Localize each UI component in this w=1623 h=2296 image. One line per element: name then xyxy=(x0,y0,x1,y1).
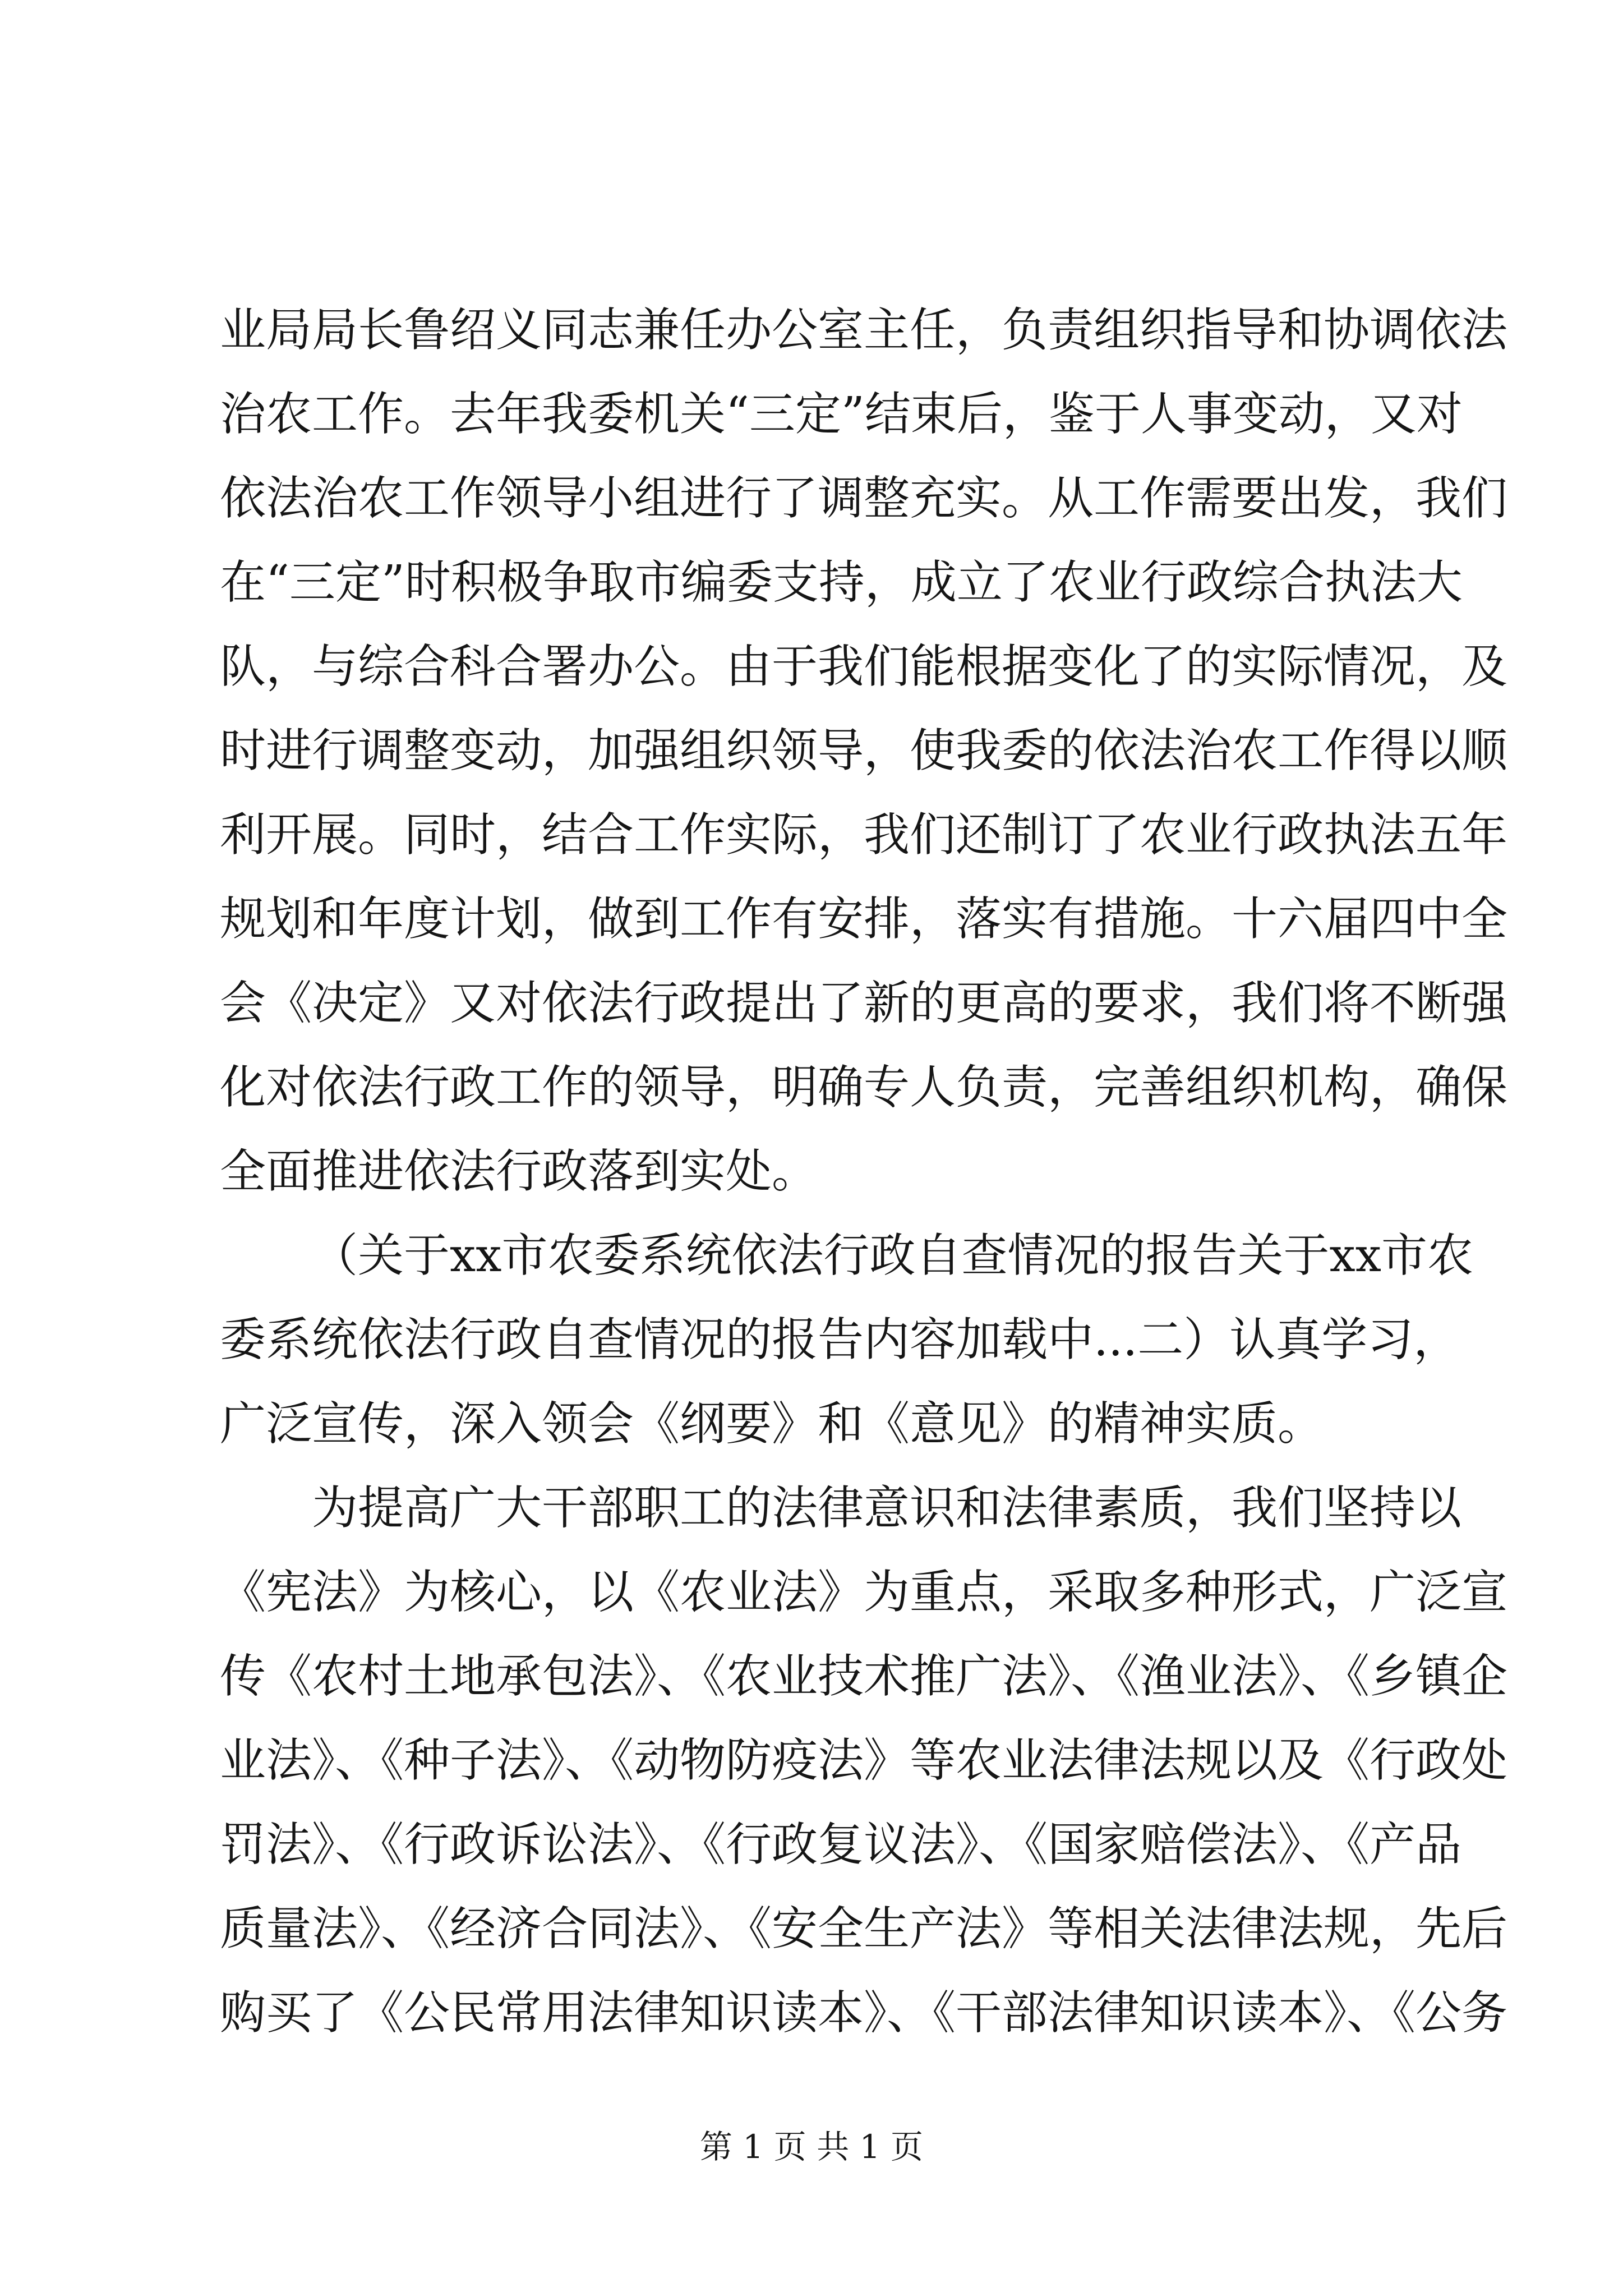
paragraph-2 xyxy=(220,1214,1473,1466)
text-line: 委系统依法行政自查情况的报告内容加载中...二）认真学习， xyxy=(220,1313,1460,1366)
text-line: 《宪法》为核心，以《农业法》为重点，采取多种形式，广泛宣 xyxy=(220,1566,1508,1619)
paragraph-3 xyxy=(220,1466,1508,2055)
text-line: 在“三定”时积极争取市编委支持，成立了农业行政综合执法大 xyxy=(220,556,1463,609)
text-line: 广泛宣传，深入领会《纲要》和《意见》的精神实质。 xyxy=(220,1397,1324,1451)
text-line: 治农工作。去年我委机关“三定”结束后，鉴于人事变动，又对 xyxy=(220,388,1463,441)
page-footer: 第 1 页 共 1 页 xyxy=(700,2128,923,2166)
text-line: 利开展。同时，结合工作实际，我们还制订了农业行政执法五年 xyxy=(220,808,1508,862)
text-line: 质量法》、《经济合同法》、《安全生产法》等相关法律法规，先后 xyxy=(220,1902,1508,1955)
text-line: 业法》、《种子法》、《动物防疫法》等农业法律法规以及《行政处 xyxy=(220,1734,1508,1787)
text-line: 购买了《公民常用法律知识读本》、《干部法律知识读本》、《公务 xyxy=(220,1986,1508,2040)
text-line: 化对依法行政工作的领导，明确专人负责，完善组织机构，确保 xyxy=(220,1061,1508,1114)
text-line: 罚法》、《行政诉讼法》、《行政复议法》、《国家赔偿法》、《产品 xyxy=(220,1818,1462,1871)
paragraph-1 xyxy=(220,288,1508,1214)
text-line: 业局局长鲁绍义同志兼任办公室主任，负责组织指导和协调依法 xyxy=(220,303,1508,357)
text-line: 队，与综合科合署办公。由于我们能根据变化了的实际情况，及 xyxy=(220,640,1508,693)
text-line: 依法治农工作领导小组进行了调整充实。从工作需要出发，我们 xyxy=(220,472,1508,525)
text-line: 规划和年度计划，做到工作有安排，落实有措施。十六届四中全 xyxy=(220,892,1508,946)
text-line: 传《农村土地承包法》、《农业技术推广法》、《渔业法》、《乡镇企 xyxy=(220,1650,1508,1703)
document-body xyxy=(220,288,1508,2055)
text-line: 全面推进依法行政落到实处。 xyxy=(220,1145,818,1198)
text-line: 时进行调整变动，加强组织领导，使我委的依法治农工作得以顺 xyxy=(220,724,1508,777)
text-line: （关于xx市农委系统依法行政自查情况的报告关于xx市农 xyxy=(312,1229,1473,1282)
text-line: 会《决定》又对依法行政提出了新的更高的要求，我们将不断强 xyxy=(220,977,1508,1030)
text-line: 为提高广大干部职工的法律意识和法律素质，我们坚持以 xyxy=(312,1481,1462,1535)
